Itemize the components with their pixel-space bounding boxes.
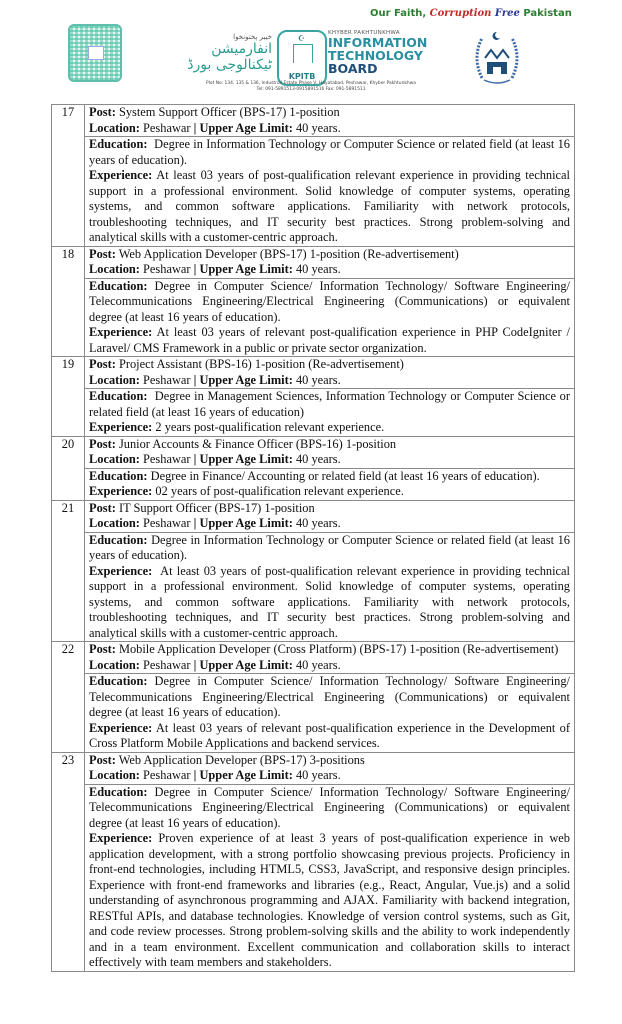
experience-value: At least 03 years of post-qualification relevant experience in providing technical support in a professional environment. Solid knowledge of computer systems, operating systems, and common software applications. Familiarity with network protocols, troubleshooting techniques, and IT security best practices. Strong problem-solving and analytical skills with a customer-centric approach. bbox=[89, 168, 574, 244]
experience-label: Experience: bbox=[89, 484, 153, 498]
post-label: Post: bbox=[89, 105, 116, 119]
job-row-details bbox=[52, 674, 575, 753]
post-value: Mobile Application Developer (Cross Platform) (BPS-17) 1-position (Re-advertisement) bbox=[115, 642, 559, 656]
location-value: Peshawar bbox=[139, 516, 191, 530]
letterhead bbox=[0, 0, 622, 100]
details-cell bbox=[85, 389, 575, 437]
education-value: Degree in Computer Science/ Information Technology/ Software Engineering/ Telecommunications Engineering/Electrical Engineering (Communications) or equivalent degree (at least 16 years of education). bbox=[89, 674, 574, 719]
post-cell bbox=[85, 357, 575, 389]
board-line-2: TECHNOLOGY bbox=[328, 48, 423, 63]
age-value: 40 years. bbox=[292, 516, 341, 530]
education-label: Education: bbox=[89, 278, 148, 293]
job-number: 19 bbox=[52, 357, 85, 437]
post-value: Web Application Developer (BPS-17) 1-position (Re-advertisement) bbox=[115, 246, 459, 261]
details-cell bbox=[85, 674, 575, 753]
post-cell bbox=[85, 752, 575, 784]
job-row-details bbox=[52, 278, 575, 357]
slogan-part-4: Pakistan bbox=[519, 8, 572, 19]
experience-value: Proven experience of at least 3 years of post-qualification experience in web application development, with a strong portfolio showcasing previous projects. Proficiency in front-end technologies, including HTML5, CSS3, JavaScript, and responsive design principles. Experience with front-end frameworks and libraries (e.g., React, Angular, Vue.js) and a solid understanding of asynchronous programming and AJAX. Familiarity with backend integration, RESTful APIs, and database technologies. Knowledge of version control systems, such as Git, and code review processes. Strong problem-solving skills and the ability to work independently and in a team environment. Excellent communication and collaboration skills to interact effectively with team members and stakeholders. bbox=[89, 831, 574, 969]
location-value: Peshawar bbox=[139, 768, 191, 782]
job-row-post bbox=[52, 105, 575, 137]
slogan bbox=[370, 8, 572, 19]
education-value: Degree in Computer Science/ Information Technology/ Software Engineering/ Telecommunications Engineering/Electrical Engineering (Communications) or equivalent degree (at least 16 years of education). bbox=[89, 784, 574, 830]
experience-label: Experience: bbox=[89, 420, 153, 434]
job-row-post bbox=[52, 642, 575, 674]
job-number: 21 bbox=[52, 500, 85, 642]
government-emblem-icon bbox=[470, 28, 524, 86]
job-row-details bbox=[52, 532, 575, 642]
experience-label: Experience: bbox=[89, 325, 153, 339]
age-label: Upper Age Limit: bbox=[199, 120, 293, 135]
post-label: Post: bbox=[89, 436, 116, 451]
post-cell bbox=[85, 105, 575, 137]
urdu-logo-text bbox=[186, 33, 272, 73]
job-row-post bbox=[52, 246, 575, 278]
education-value: Degree in Finance/ Accounting or related field (at least 16 years of education). bbox=[147, 468, 540, 483]
slogan-part-3: Free bbox=[491, 8, 520, 19]
age-label: Upper Age Limit: bbox=[199, 262, 293, 276]
age-value: 40 years. bbox=[292, 768, 341, 782]
post-label: Post: bbox=[89, 357, 116, 371]
location-value: Peshawar bbox=[139, 262, 191, 276]
board-name bbox=[328, 30, 427, 75]
education-value: Degree in Computer Science/ Information Technology/ Software Engineering/ Telecommunications Engineering/Electrical Engineering (Communications) or equivalent degree (at least 16 years of education). bbox=[89, 278, 574, 324]
board-line-3: BOARD bbox=[328, 61, 378, 76]
separator: | bbox=[190, 516, 200, 530]
location-label: Location: bbox=[89, 452, 140, 466]
job-row-details bbox=[52, 389, 575, 437]
job-row-post bbox=[52, 357, 575, 389]
experience-value: 02 years of post-qualification relevant experience. bbox=[152, 484, 404, 498]
experience-value: At least 03 years of relevant post-qualification experience in PHP CodeIgniter / Laravel/ CMS Framework in a public or private sector organization. bbox=[89, 325, 574, 355]
education-value: Degree in Information Technology or Computer Science or related field (at least 16 years of education). bbox=[89, 137, 574, 167]
education-label: Education: bbox=[89, 532, 148, 547]
post-value: System Support Officer (BPS-17) 1-position bbox=[115, 105, 340, 119]
experience-label: Experience: bbox=[89, 168, 153, 182]
separator: | bbox=[190, 262, 200, 276]
job-number: 18 bbox=[52, 246, 85, 357]
experience-value: At least 03 years of post-qualification relevant experience in providing technical support in a professional environment. Solid knowledge of computer systems, operating systems, and common software applications. Familiarity with network protocols, troubleshooting techniques, and IT security best practices. Strong problem-solving and analytical skills with a customer-centric approach. bbox=[89, 563, 574, 640]
separator: | bbox=[190, 372, 200, 387]
address-line: Plot No: 134, 135 & 136, Industrial Estate Phase V, Hayatabad, Peshawar, Khyber Pakhtunkhwa bbox=[206, 81, 416, 86]
education-value: Degree in Information Technology or Computer Science or related field (at least 16 years of education). bbox=[89, 532, 574, 562]
post-value: Junior Accounts & Finance Officer (BPS-16) 1-position bbox=[115, 436, 397, 451]
post-cell bbox=[85, 246, 575, 278]
building-icon bbox=[293, 44, 313, 63]
separator: | bbox=[190, 657, 200, 672]
post-value: IT Support Officer (BPS-17) 1-position bbox=[115, 500, 315, 515]
age-value: 40 years. bbox=[292, 120, 341, 135]
location-value: Peshawar bbox=[139, 452, 191, 466]
job-number: 17 bbox=[52, 105, 85, 247]
age-value: 40 years. bbox=[292, 657, 341, 672]
age-value: 40 years. bbox=[292, 262, 341, 276]
age-label: Upper Age Limit: bbox=[199, 452, 293, 466]
experience-label: Experience: bbox=[89, 720, 153, 735]
education-label: Education: bbox=[89, 137, 148, 151]
location-value: Peshawar bbox=[139, 120, 191, 135]
logo-label: KPITB bbox=[288, 72, 316, 81]
location-label: Location: bbox=[89, 768, 140, 782]
slogan-part-2: Corruption bbox=[429, 8, 492, 19]
board-line-1: INFORMATION bbox=[328, 35, 428, 50]
separator: | bbox=[190, 120, 200, 135]
age-label: Upper Age Limit: bbox=[199, 657, 293, 672]
kpitb-logo-icon bbox=[277, 30, 327, 86]
experience-value: At least 03 years of relevant post-qualification experience in the Development of Cross Platform Mobile Applications and backend services. bbox=[89, 720, 574, 750]
education-label: Education: bbox=[89, 389, 148, 403]
post-value: Web Application Developer (BPS-17) 3-positions bbox=[115, 752, 365, 767]
education-value: Degree in Management Sciences, Information Technology or Computer Science or related field (at least 16 years of education) bbox=[89, 389, 574, 419]
education-label: Education: bbox=[89, 468, 148, 483]
job-row-details bbox=[52, 468, 575, 500]
details-cell bbox=[85, 278, 575, 357]
location-value: Peshawar bbox=[139, 657, 191, 672]
post-label: Post: bbox=[89, 500, 116, 515]
board-province: KHYBER PAKHTUNKHWA bbox=[328, 30, 400, 36]
education-label: Education: bbox=[89, 674, 148, 688]
urdu-line-1: خیبر پختونخوا bbox=[233, 33, 272, 41]
experience-value: 2 years post-qualification relevant experience. bbox=[152, 420, 385, 434]
job-row-post bbox=[52, 436, 575, 468]
post-label: Post: bbox=[89, 642, 116, 656]
location-label: Location: bbox=[89, 120, 140, 135]
age-value: 40 years. bbox=[292, 452, 341, 466]
job-number: 22 bbox=[52, 642, 85, 753]
post-label: Post: bbox=[89, 752, 116, 767]
details-cell bbox=[85, 784, 575, 971]
age-label: Upper Age Limit: bbox=[199, 372, 293, 387]
experience-label: Experience: bbox=[89, 563, 153, 578]
job-row-post bbox=[52, 500, 575, 532]
details-cell bbox=[85, 468, 575, 500]
experience-label: Experience: bbox=[89, 831, 153, 845]
location-label: Location: bbox=[89, 516, 140, 530]
job-row-details bbox=[52, 137, 575, 247]
address-block bbox=[0, 81, 622, 93]
location-value: Peshawar bbox=[139, 372, 191, 387]
age-label: Upper Age Limit: bbox=[199, 768, 293, 782]
age-value: 40 years. bbox=[292, 372, 341, 387]
location-label: Location: bbox=[89, 372, 140, 387]
job-row-post bbox=[52, 752, 575, 784]
post-cell bbox=[85, 436, 575, 468]
job-number: 20 bbox=[52, 436, 85, 500]
separator: | bbox=[190, 768, 200, 782]
separator: | bbox=[190, 452, 200, 466]
urdu-line-3: ٹیکنالوجی بورڈ bbox=[187, 57, 272, 73]
post-cell bbox=[85, 642, 575, 674]
details-cell bbox=[85, 137, 575, 247]
crescent-icon: ☪ bbox=[298, 34, 306, 43]
job-listings-table bbox=[51, 104, 575, 972]
details-cell bbox=[85, 532, 575, 642]
post-value: Project Assistant (BPS-16) 1-position (Re-advertisement) bbox=[115, 357, 404, 371]
location-label: Location: bbox=[89, 657, 140, 672]
post-cell bbox=[85, 500, 575, 532]
contact-line: Tel: 091-5891513-0915891516 Fax: 091-5891511 bbox=[256, 87, 366, 92]
age-label: Upper Age Limit: bbox=[199, 516, 293, 530]
job-number: 23 bbox=[52, 752, 85, 971]
education-label: Education: bbox=[89, 784, 148, 799]
post-label: Post: bbox=[89, 246, 116, 261]
urdu-line-2: انفارمیشن bbox=[211, 41, 272, 57]
location-label: Location: bbox=[89, 262, 140, 276]
qr-code-icon bbox=[68, 24, 122, 82]
job-row-details bbox=[52, 784, 575, 971]
slogan-part-1: Our Faith, bbox=[370, 8, 430, 19]
